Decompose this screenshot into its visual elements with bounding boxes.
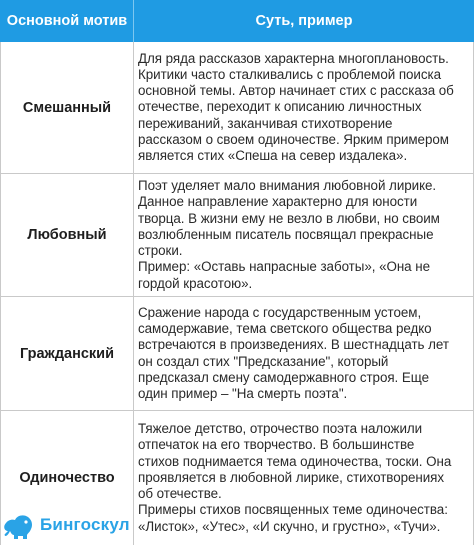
description-text: Сражение народа с государственным устоем, самодержавие, тема светского общества редко встречаются в произведениях. В шестнадцать лет он создал стих "Предсказание", который предсказал смену самодержавного строя. Еще один пример – "На смерть поэта". xyxy=(138,304,449,401)
description-text: Поэт уделяет мало внимания любовной лирике. Данное направление характерно для юности творца. В жизни ему не везло в любви, но своим возлюбленным писатель посвящал прекрасные строки. Пример: «Оставь напрасные заботы», «Она не гордой красотою». xyxy=(138,178,440,291)
motif-cell: Любовный xyxy=(0,174,134,296)
header-essence: Суть, пример xyxy=(255,13,353,29)
motif-cell: Одиночество xyxy=(0,411,134,545)
table-row-civic xyxy=(0,297,474,411)
motif-cell: Смешанный xyxy=(0,42,134,173)
description-cell xyxy=(134,411,474,545)
brand-name: Бингоскул xyxy=(40,515,130,534)
header-motif: Основной мотив xyxy=(6,13,128,29)
description-text: Тяжелое детство, отрочество поэта наложили отпечаток на его творчество. В большинстве стихов поднимается тема одиночества, тоски. Она проявляется в любовной лирике, стихотворениях об отечестве. Примеры стихов посвященных теме одиночества: «Листок», «Утес», «И скучно, и грустно», «Тучи». xyxy=(138,421,452,534)
table-row-mixed xyxy=(0,42,474,174)
table-header xyxy=(0,0,474,42)
description-cell xyxy=(134,297,474,410)
table-row-love xyxy=(0,174,474,297)
description-cell xyxy=(134,42,474,173)
elephant-icon xyxy=(2,509,36,541)
description-cell xyxy=(134,174,474,296)
brand-logo xyxy=(2,506,142,544)
description-text: Для ряда рассказов характерна многоплановость. Критики часто сталкивались с проблемой поиска основной темы. Автор начинает стих с рассказа об отечестве, переходит к описанию личностных переживаний, заканчивая стихотворение рассказом о своем одиночестве. Ярким примером является стих «Спеша на север издалека». xyxy=(138,50,454,163)
motif-cell: Гражданский xyxy=(0,297,134,410)
